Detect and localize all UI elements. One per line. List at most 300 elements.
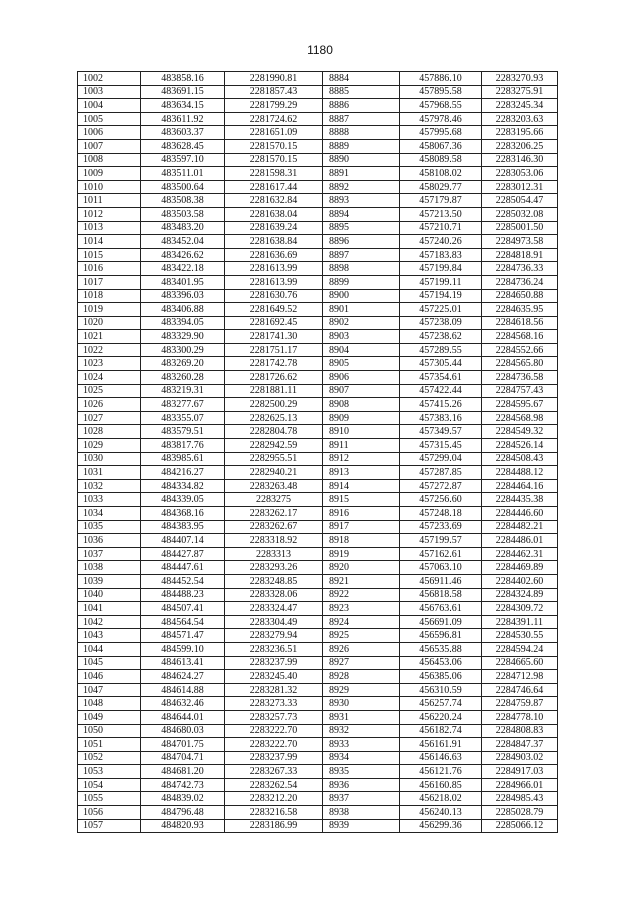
- y-right-cell: 2283245.34: [482, 99, 558, 113]
- point-id-right-cell: 8913: [323, 466, 400, 480]
- x-right-cell: 457199.84: [400, 262, 482, 276]
- table-row: [78, 194, 558, 208]
- y-left-cell: 2281613.99: [225, 262, 323, 276]
- x-right-cell: 456220.24: [400, 710, 482, 724]
- y-right-cell: 2284917.03: [482, 765, 558, 779]
- x-right-cell: 456691.09: [400, 615, 482, 629]
- table-row: [78, 574, 558, 588]
- table-row: [78, 765, 558, 779]
- x-left-cell: 483691.15: [141, 85, 225, 99]
- x-right-cell: 457248.18: [400, 507, 482, 521]
- table-row: [78, 221, 558, 235]
- point-id-right-cell: 8893: [323, 194, 400, 208]
- x-left-cell: 483611.92: [141, 112, 225, 126]
- y-left-cell: 2281881.11: [225, 384, 323, 398]
- table-row: [78, 819, 558, 833]
- x-right-cell: 457383.16: [400, 411, 482, 425]
- point-id-left-cell: 1041: [78, 602, 141, 616]
- x-right-cell: 457305.44: [400, 357, 482, 371]
- point-id-right-cell: 8915: [323, 493, 400, 507]
- y-right-cell: 2284324.89: [482, 588, 558, 602]
- x-left-cell: 483579.51: [141, 425, 225, 439]
- table-row: [78, 493, 558, 507]
- point-id-left-cell: 1028: [78, 425, 141, 439]
- y-right-cell: 2283203.63: [482, 112, 558, 126]
- point-id-right-cell: 8899: [323, 275, 400, 289]
- y-right-cell: 2284469.89: [482, 561, 558, 575]
- point-id-right-cell: 8887: [323, 112, 400, 126]
- y-right-cell: 2283275.91: [482, 85, 558, 99]
- y-left-cell: 2281639.24: [225, 221, 323, 235]
- x-right-cell: 457886.10: [400, 72, 482, 86]
- point-id-right-cell: 8912: [323, 452, 400, 466]
- point-id-left-cell: 1016: [78, 262, 141, 276]
- x-left-cell: 483483.20: [141, 221, 225, 235]
- y-left-cell: 2281990.81: [225, 72, 323, 86]
- x-right-cell: 457354.61: [400, 371, 482, 385]
- x-right-cell: 456240.13: [400, 806, 482, 820]
- point-id-right-cell: 8892: [323, 180, 400, 194]
- y-right-cell: 2285032.08: [482, 207, 558, 221]
- y-right-cell: 2284446.60: [482, 507, 558, 521]
- x-right-cell: 456453.06: [400, 656, 482, 670]
- point-id-right-cell: 8931: [323, 710, 400, 724]
- x-right-cell: 457240.26: [400, 235, 482, 249]
- y-right-cell: 2284568.16: [482, 330, 558, 344]
- point-id-right-cell: 8888: [323, 126, 400, 140]
- x-left-cell: 483634.15: [141, 99, 225, 113]
- x-left-cell: 484701.75: [141, 738, 225, 752]
- point-id-right-cell: 8907: [323, 384, 400, 398]
- x-left-cell: 483219.31: [141, 384, 225, 398]
- table-row: [78, 99, 558, 113]
- y-left-cell: 2281638.04: [225, 207, 323, 221]
- y-right-cell: 2284635.95: [482, 303, 558, 317]
- y-left-cell: 2281598.31: [225, 167, 323, 181]
- x-right-cell: 457349.57: [400, 425, 482, 439]
- point-id-right-cell: 8921: [323, 574, 400, 588]
- y-left-cell: 2283273.33: [225, 697, 323, 711]
- x-left-cell: 483406.88: [141, 303, 225, 317]
- point-id-left-cell: 1057: [78, 819, 141, 833]
- table-row: [78, 615, 558, 629]
- point-id-left-cell: 1029: [78, 439, 141, 453]
- table-row: [78, 72, 558, 86]
- x-left-cell: 484427.87: [141, 547, 225, 561]
- y-right-cell: 2283146.30: [482, 153, 558, 167]
- x-right-cell: 456596.81: [400, 629, 482, 643]
- point-id-right-cell: 8932: [323, 724, 400, 738]
- x-left-cell: 484488.23: [141, 588, 225, 602]
- point-id-right-cell: 8891: [323, 167, 400, 181]
- y-left-cell: 2281726.62: [225, 371, 323, 385]
- y-right-cell: 2284391.11: [482, 615, 558, 629]
- table-row: [78, 180, 558, 194]
- y-left-cell: 2282500.29: [225, 398, 323, 412]
- x-right-cell: 457210.71: [400, 221, 482, 235]
- x-left-cell: 484368.16: [141, 507, 225, 521]
- x-right-cell: 457287.85: [400, 466, 482, 480]
- y-right-cell: 2284486.01: [482, 534, 558, 548]
- table-row: [78, 751, 558, 765]
- point-id-left-cell: 1032: [78, 479, 141, 493]
- table-row: [78, 520, 558, 534]
- y-right-cell: 2284435.38: [482, 493, 558, 507]
- x-left-cell: 483355.07: [141, 411, 225, 425]
- point-id-right-cell: 8886: [323, 99, 400, 113]
- table-row: [78, 561, 558, 575]
- x-right-cell: 457238.62: [400, 330, 482, 344]
- table-row: [78, 303, 558, 317]
- y-right-cell: 2284650.88: [482, 289, 558, 303]
- point-id-left-cell: 1039: [78, 574, 141, 588]
- y-right-cell: 2284973.58: [482, 235, 558, 249]
- x-right-cell: 456911.46: [400, 574, 482, 588]
- table-row: [78, 248, 558, 262]
- point-id-right-cell: 8923: [323, 602, 400, 616]
- y-right-cell: 2284985.43: [482, 792, 558, 806]
- table-row: [78, 670, 558, 684]
- x-right-cell: 457895.58: [400, 85, 482, 99]
- y-right-cell: 2284618.56: [482, 316, 558, 330]
- point-id-left-cell: 1054: [78, 778, 141, 792]
- table-row: [78, 629, 558, 643]
- table-row: [78, 85, 558, 99]
- x-left-cell: 484447.61: [141, 561, 225, 575]
- point-id-left-cell: 1045: [78, 656, 141, 670]
- y-left-cell: 2283222.70: [225, 738, 323, 752]
- point-id-left-cell: 1024: [78, 371, 141, 385]
- x-left-cell: 483500.64: [141, 180, 225, 194]
- point-id-right-cell: 8933: [323, 738, 400, 752]
- y-right-cell: 2284482.21: [482, 520, 558, 534]
- x-right-cell: 457256.60: [400, 493, 482, 507]
- point-id-right-cell: 8900: [323, 289, 400, 303]
- point-id-right-cell: 8927: [323, 656, 400, 670]
- table-row: [78, 602, 558, 616]
- x-left-cell: 484507.41: [141, 602, 225, 616]
- table-row: [78, 235, 558, 249]
- y-right-cell: 2284966.01: [482, 778, 558, 792]
- y-left-cell: 2283313: [225, 547, 323, 561]
- point-id-right-cell: 8904: [323, 343, 400, 357]
- x-left-cell: 484599.10: [141, 642, 225, 656]
- point-id-right-cell: 8936: [323, 778, 400, 792]
- x-left-cell: 484681.20: [141, 765, 225, 779]
- x-right-cell: 456257.74: [400, 697, 482, 711]
- point-id-left-cell: 1055: [78, 792, 141, 806]
- x-right-cell: 457968.55: [400, 99, 482, 113]
- y-right-cell: 2285054.47: [482, 194, 558, 208]
- x-right-cell: 457225.01: [400, 303, 482, 317]
- point-id-right-cell: 8922: [323, 588, 400, 602]
- x-right-cell: 457233.69: [400, 520, 482, 534]
- point-id-left-cell: 1037: [78, 547, 141, 561]
- point-id-left-cell: 1004: [78, 99, 141, 113]
- x-right-cell: 456763.61: [400, 602, 482, 616]
- table-row: [78, 425, 558, 439]
- x-left-cell: 484624.27: [141, 670, 225, 684]
- x-left-cell: 483329.90: [141, 330, 225, 344]
- y-left-cell: 2282940.21: [225, 466, 323, 480]
- y-left-cell: 2281630.76: [225, 289, 323, 303]
- y-left-cell: 2283257.73: [225, 710, 323, 724]
- point-id-right-cell: 8905: [323, 357, 400, 371]
- point-id-left-cell: 1008: [78, 153, 141, 167]
- point-id-left-cell: 1010: [78, 180, 141, 194]
- point-id-left-cell: 1036: [78, 534, 141, 548]
- point-id-right-cell: 8925: [323, 629, 400, 643]
- point-id-left-cell: 1013: [78, 221, 141, 235]
- y-right-cell: 2284508.43: [482, 452, 558, 466]
- point-id-left-cell: 1020: [78, 316, 141, 330]
- y-right-cell: 2284530.55: [482, 629, 558, 643]
- x-left-cell: 484839.02: [141, 792, 225, 806]
- table-row: [78, 371, 558, 385]
- x-right-cell: 457162.61: [400, 547, 482, 561]
- point-id-left-cell: 1025: [78, 384, 141, 398]
- y-left-cell: 2281636.69: [225, 248, 323, 262]
- table-row: [78, 507, 558, 521]
- point-id-right-cell: 8920: [323, 561, 400, 575]
- table-row: [78, 642, 558, 656]
- table-row: [78, 466, 558, 480]
- point-id-left-cell: 1044: [78, 642, 141, 656]
- point-id-right-cell: 8895: [323, 221, 400, 235]
- x-left-cell: 483300.29: [141, 343, 225, 357]
- point-id-left-cell: 1040: [78, 588, 141, 602]
- x-right-cell: 457422.44: [400, 384, 482, 398]
- x-right-cell: 456299.36: [400, 819, 482, 833]
- x-left-cell: 483401.95: [141, 275, 225, 289]
- y-right-cell: 2284778.10: [482, 710, 558, 724]
- y-left-cell: 2283186.99: [225, 819, 323, 833]
- x-right-cell: 456818.58: [400, 588, 482, 602]
- x-right-cell: 458029.77: [400, 180, 482, 194]
- y-right-cell: 2284464.16: [482, 479, 558, 493]
- y-left-cell: 2282955.51: [225, 452, 323, 466]
- point-id-left-cell: 1051: [78, 738, 141, 752]
- table-row: [78, 343, 558, 357]
- x-right-cell: 458067.36: [400, 139, 482, 153]
- y-right-cell: 2284759.87: [482, 697, 558, 711]
- x-right-cell: 458108.02: [400, 167, 482, 181]
- coordinates-table-body: [78, 72, 558, 833]
- y-left-cell: 2281617.44: [225, 180, 323, 194]
- y-left-cell: 2283318.92: [225, 534, 323, 548]
- point-id-left-cell: 1035: [78, 520, 141, 534]
- y-right-cell: 2284746.64: [482, 683, 558, 697]
- x-left-cell: 484407.14: [141, 534, 225, 548]
- y-left-cell: 2281799.29: [225, 99, 323, 113]
- x-left-cell: 483277.67: [141, 398, 225, 412]
- table-row: [78, 275, 558, 289]
- y-right-cell: 2284595.67: [482, 398, 558, 412]
- y-right-cell: 2284665.60: [482, 656, 558, 670]
- table-row: [78, 439, 558, 453]
- point-id-left-cell: 1052: [78, 751, 141, 765]
- point-id-right-cell: 8885: [323, 85, 400, 99]
- point-id-right-cell: 8939: [323, 819, 400, 833]
- x-right-cell: 457179.87: [400, 194, 482, 208]
- y-left-cell: 2283262.54: [225, 778, 323, 792]
- y-left-cell: 2281724.62: [225, 112, 323, 126]
- x-left-cell: 483260.28: [141, 371, 225, 385]
- point-id-left-cell: 1048: [78, 697, 141, 711]
- x-left-cell: 483511.01: [141, 167, 225, 181]
- y-right-cell: 2283053.06: [482, 167, 558, 181]
- y-left-cell: 2283245.40: [225, 670, 323, 684]
- point-id-left-cell: 1021: [78, 330, 141, 344]
- y-right-cell: 2284549.32: [482, 425, 558, 439]
- y-right-cell: 2284565.80: [482, 357, 558, 371]
- point-id-right-cell: 8894: [323, 207, 400, 221]
- x-left-cell: 483597.10: [141, 153, 225, 167]
- point-id-right-cell: 8919: [323, 547, 400, 561]
- y-right-cell: 2284526.14: [482, 439, 558, 453]
- y-right-cell: 2284462.31: [482, 547, 558, 561]
- point-id-right-cell: 8909: [323, 411, 400, 425]
- x-left-cell: 483422.18: [141, 262, 225, 276]
- y-left-cell: 2283279.94: [225, 629, 323, 643]
- table-row: [78, 139, 558, 153]
- point-id-left-cell: 1034: [78, 507, 141, 521]
- y-left-cell: 2283328.06: [225, 588, 323, 602]
- x-left-cell: 484383.95: [141, 520, 225, 534]
- point-id-right-cell: 8924: [323, 615, 400, 629]
- x-left-cell: 484334.82: [141, 479, 225, 493]
- y-left-cell: 2281651.09: [225, 126, 323, 140]
- point-id-right-cell: 8928: [323, 670, 400, 684]
- y-right-cell: 2284847.37: [482, 738, 558, 752]
- x-right-cell: 457995.68: [400, 126, 482, 140]
- point-id-right-cell: 8898: [323, 262, 400, 276]
- y-right-cell: 2284736.33: [482, 262, 558, 276]
- table-row: [78, 738, 558, 752]
- y-left-cell: 2283262.67: [225, 520, 323, 534]
- point-id-right-cell: 8910: [323, 425, 400, 439]
- y-left-cell: 2283263.48: [225, 479, 323, 493]
- y-left-cell: 2281570.15: [225, 153, 323, 167]
- x-right-cell: 456161.91: [400, 738, 482, 752]
- point-id-left-cell: 1030: [78, 452, 141, 466]
- point-id-right-cell: 8918: [323, 534, 400, 548]
- x-left-cell: 484216.27: [141, 466, 225, 480]
- point-id-left-cell: 1014: [78, 235, 141, 249]
- y-left-cell: 2282942.59: [225, 439, 323, 453]
- table-row: [78, 316, 558, 330]
- y-left-cell: 2283324.47: [225, 602, 323, 616]
- x-right-cell: 457194.19: [400, 289, 482, 303]
- x-left-cell: 484680.03: [141, 724, 225, 738]
- point-id-right-cell: 8897: [323, 248, 400, 262]
- point-id-right-cell: 8930: [323, 697, 400, 711]
- table-row: [78, 411, 558, 425]
- x-left-cell: 484614.88: [141, 683, 225, 697]
- point-id-left-cell: 1033: [78, 493, 141, 507]
- y-right-cell: 2285001.50: [482, 221, 558, 235]
- x-left-cell: 483628.45: [141, 139, 225, 153]
- point-id-left-cell: 1027: [78, 411, 141, 425]
- point-id-left-cell: 1009: [78, 167, 141, 181]
- y-right-cell: 2284309.72: [482, 602, 558, 616]
- y-left-cell: 2283248.85: [225, 574, 323, 588]
- table-row: [78, 262, 558, 276]
- point-id-left-cell: 1042: [78, 615, 141, 629]
- point-id-left-cell: 1043: [78, 629, 141, 643]
- point-id-right-cell: 8926: [323, 642, 400, 656]
- point-id-left-cell: 1023: [78, 357, 141, 371]
- y-right-cell: 2284736.24: [482, 275, 558, 289]
- y-left-cell: 2281741.30: [225, 330, 323, 344]
- point-id-left-cell: 1003: [78, 85, 141, 99]
- point-id-right-cell: 8908: [323, 398, 400, 412]
- table-row: [78, 778, 558, 792]
- point-id-right-cell: 8884: [323, 72, 400, 86]
- y-left-cell: 2283216.58: [225, 806, 323, 820]
- y-left-cell: 2283236.51: [225, 642, 323, 656]
- x-right-cell: 457199.11: [400, 275, 482, 289]
- y-left-cell: 2283237.99: [225, 656, 323, 670]
- y-left-cell: 2281649.52: [225, 303, 323, 317]
- table-row: [78, 792, 558, 806]
- x-right-cell: 457063.10: [400, 561, 482, 575]
- x-left-cell: 484704.71: [141, 751, 225, 765]
- y-right-cell: 2284818.91: [482, 248, 558, 262]
- point-id-right-cell: 8903: [323, 330, 400, 344]
- point-id-right-cell: 8929: [323, 683, 400, 697]
- point-id-left-cell: 1012: [78, 207, 141, 221]
- x-left-cell: 484796.48: [141, 806, 225, 820]
- table-row: [78, 384, 558, 398]
- x-left-cell: 483503.58: [141, 207, 225, 221]
- table-row: [78, 683, 558, 697]
- x-right-cell: 456121.76: [400, 765, 482, 779]
- point-id-right-cell: 8917: [323, 520, 400, 534]
- point-id-right-cell: 8890: [323, 153, 400, 167]
- y-left-cell: 2281613.99: [225, 275, 323, 289]
- x-left-cell: 483858.16: [141, 72, 225, 86]
- table-row: [78, 806, 558, 820]
- coordinates-table: [77, 71, 558, 833]
- page-number: 1180: [307, 43, 333, 57]
- x-left-cell: 483985.61: [141, 452, 225, 466]
- point-id-left-cell: 1022: [78, 343, 141, 357]
- x-left-cell: 484613.41: [141, 656, 225, 670]
- table-row: [78, 588, 558, 602]
- x-right-cell: 457199.57: [400, 534, 482, 548]
- point-id-right-cell: 8902: [323, 316, 400, 330]
- y-left-cell: 2283275: [225, 493, 323, 507]
- x-right-cell: 457299.04: [400, 452, 482, 466]
- y-left-cell: 2283212.20: [225, 792, 323, 806]
- table-row: [78, 452, 558, 466]
- y-left-cell: 2281751.17: [225, 343, 323, 357]
- x-right-cell: 458089.58: [400, 153, 482, 167]
- y-right-cell: 2284757.43: [482, 384, 558, 398]
- y-right-cell: 2284712.98: [482, 670, 558, 684]
- y-left-cell: 2282625.13: [225, 411, 323, 425]
- y-right-cell: 2284402.60: [482, 574, 558, 588]
- y-left-cell: 2283262.17: [225, 507, 323, 521]
- point-id-right-cell: 8935: [323, 765, 400, 779]
- x-right-cell: 457289.55: [400, 343, 482, 357]
- y-right-cell: 2283195.66: [482, 126, 558, 140]
- point-id-left-cell: 1017: [78, 275, 141, 289]
- y-right-cell: 2285066.12: [482, 819, 558, 833]
- point-id-left-cell: 1026: [78, 398, 141, 412]
- point-id-left-cell: 1002: [78, 72, 141, 86]
